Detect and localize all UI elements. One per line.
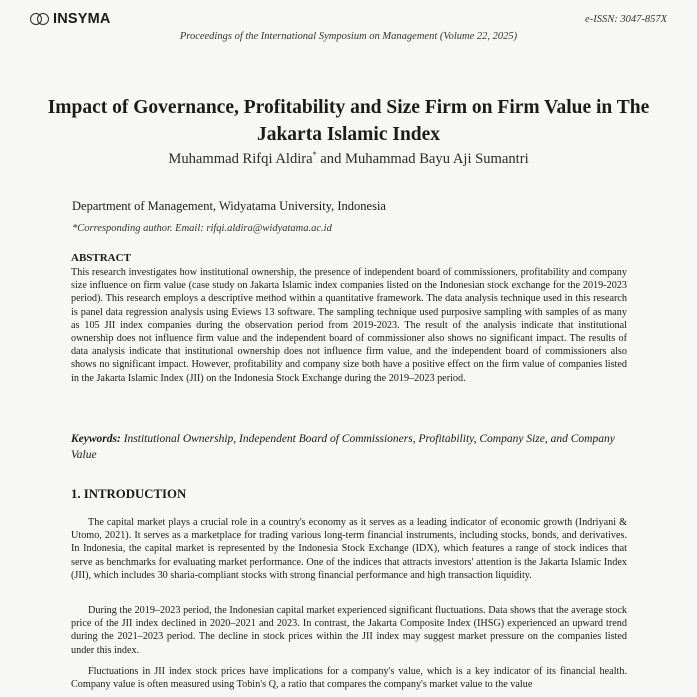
intro-paragraph-2: During the 2019–2023 period, the Indonesian capital market experienced significant fluctuations. Data shows that the average stock price of the JII index declined in 2020–2021 and 2023. In contrast, the Jakarta Composite Index (IHSG) experienced an upward trend during the 2021–2023 period. The decline in stock prices within the JII index may suggest market pressure on the companies listed under this index. (71, 605, 627, 656)
corresponding-email: *Corresponding author. Email: rifqi.aldira@widyatama.ac.id (72, 223, 332, 234)
keywords-text: Institutional Ownership, Independent Board of Commissioners, Profitability, Company Size, and Company Value (71, 433, 615, 461)
issn: e-ISSN: 3047-857X (585, 14, 667, 25)
logo-text: INSYMA (53, 11, 111, 27)
authors (0, 150, 697, 168)
keywords-label: Keywords: (71, 433, 121, 445)
proceedings-line: Proceedings of the International Symposium on Management (Volume 22, 2025) (179, 31, 518, 42)
affiliation: Department of Management, Widyatama University, Indonesia (72, 199, 386, 213)
corresponding-mark: * (312, 150, 317, 159)
author-first: Muhammad Rifqi Aldira (168, 150, 313, 167)
intro-paragraph-3: Fluctuations in JII index stock prices have implications for a company's value, which is a key indicator of its financial health. Company value is often measured using Tobin's Q, a ratio that compares the company's market value to the value (71, 666, 627, 691)
intro-paragraph-1: The capital market plays a crucial role in a country's economy as it serves as a leading indicator of economic growth (Indriyani & Utomo, 2021). It serves as a marketplace for trading various long-term financial instruments, including stocks, bonds, and derivatives. In Indonesia, the capital market is represented by the Indonesia Stock Exchange (IDX), which features a range of stock indices that serve as benchmarks for evaluating market performance. One of the indices that attracts investors' attention is the Jakarta Islamic Index (JII), which includes 30 sharia-compliant stocks with strong financial performance and high transaction liquidity. (71, 517, 627, 581)
logo-rings-icon (30, 12, 52, 26)
insyma-logo (30, 11, 111, 27)
abstract-text: This research investigates how institutional ownership, the presence of independent board of commissioners, profitability and company size influence on firm value (case study on Jakarta Islamic index companies listed on the Indonesian stock exchange for the 2019-2023 period). This research employs a descriptive method within a quantitative framework. The data analysis technique used in this research is panel data regression analysis using Eviews 13 software. The sampling technique used purposive sampling with samples of as many as 105 JII index companies during the observation period from 2019-2023. The result of the analysis indicate that institutional ownership does not influence firm value and the independent board of commissioner also shows no significant impact. The results of data analysis indicate that institutional ownership does not influence firm value, and the independent board of commissioners also shows no significant impact. However, profitability and company size both have a positive effect on the firm value of companies listed in the Jakarta Islamic Index (JII) on the Indonesia Stock Exchange during the 2019–2023 period. (71, 267, 627, 384)
keywords (71, 431, 627, 463)
author-rest: and Muhammad Bayu Aji Sumantri (316, 150, 529, 167)
abstract-heading: ABSTRACT (71, 252, 131, 264)
paper-title: Impact of Governance, Profitability and Size Firm on Firm Value in The Jakarta Islamic Index (47, 97, 650, 145)
section-heading-introduction: 1. INTRODUCTION (71, 487, 187, 501)
